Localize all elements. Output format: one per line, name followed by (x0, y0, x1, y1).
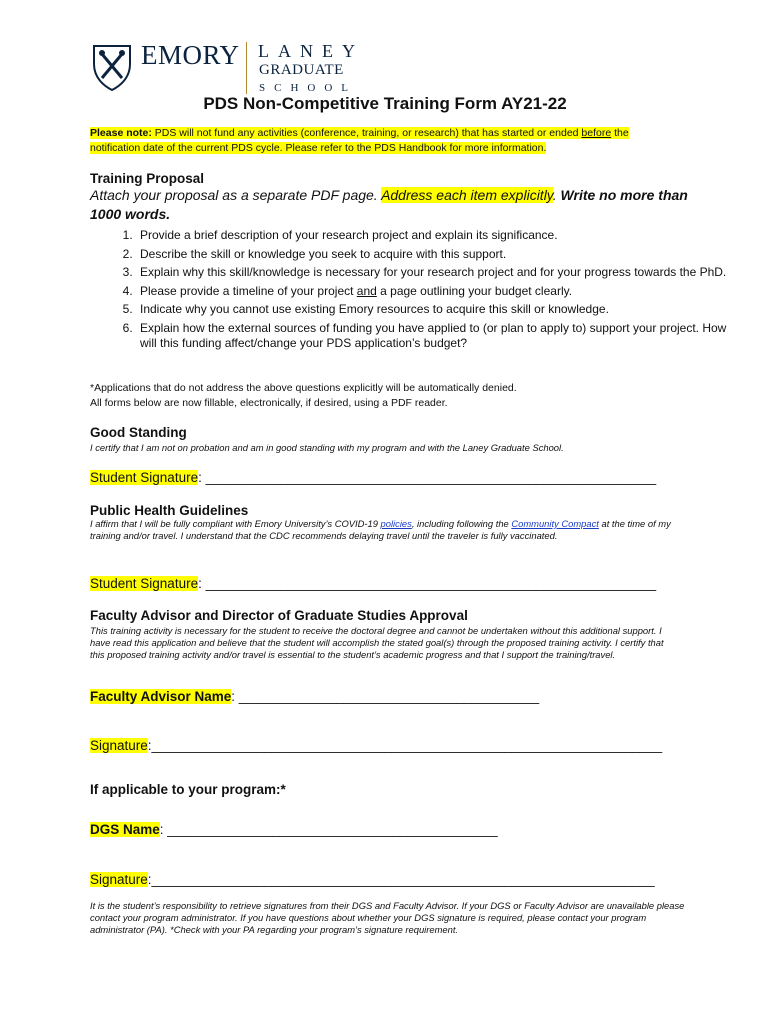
list-item: 3. Explain why this skill/knowledge is necessary for your research project and for your progress towards the PhD. (136, 265, 736, 281)
dgs-name-label: DGS Name (90, 822, 160, 837)
please-note (90, 126, 680, 156)
faculty-advisor-name-label: Faculty Advisor Name (90, 689, 232, 704)
good-standing-heading: Good Standing (90, 425, 187, 440)
list-item (136, 284, 736, 300)
faculty-signature-field[interactable] (90, 738, 690, 753)
dgs-footer-note: It is the student’s responsibility to retrieve signatures from their DGS and Faculty Advisor. If your DGS or Faculty Advisor are unavailable please contact your program administrator. If you have questions about whether your DGS signature is required, please contact your program administrator (PA). *Check with your PA regarding your program’s signature requirement. (90, 900, 685, 935)
name-line: : ____________________________________________ (159, 822, 498, 837)
signature-line: : ____________________________________________________________ (198, 576, 657, 591)
student-signature-label: Student Signature (90, 470, 199, 485)
community-compact-link[interactable]: Community Compact (511, 518, 599, 529)
signature-line: :____________________________________________________________________ (147, 738, 663, 753)
student-signature-field-2[interactable] (90, 576, 690, 591)
note-label: Please note: (90, 127, 152, 139)
attach-text-highlight: Address each item explicitly (381, 187, 553, 203)
note-text-2: the notification date of the current PDS cycle. Please refer to the PDS Handbook for more information. (90, 127, 629, 154)
good-standing-text: I certify that I am not on probation and am in good standing with my program and with the Laney Graduate School. (90, 442, 564, 453)
public-health-text (90, 518, 680, 542)
dgs-name-field[interactable] (90, 822, 690, 837)
logo-laney-text: LANEY (258, 41, 364, 61)
logo-divider (246, 42, 247, 94)
public-health-text-c: at the time of my training and/or travel. I understand that the CDC recommends delaying travel until the traveler is fully vaccinated. (90, 518, 671, 541)
student-signature-field-1[interactable] (90, 470, 690, 485)
faculty-signature-label: Signature (90, 738, 148, 753)
footnote-fillable: All forms below are now fillable, electronically, if desired, using a PDF reader. (90, 397, 448, 409)
list-item: 2. Describe the skill or knowledge you seek to acquire with this support. (136, 247, 736, 263)
faculty-advisor-name-field[interactable] (90, 689, 690, 704)
signature-line: : ____________________________________________________________ (198, 470, 657, 485)
dgs-signature-field[interactable] (90, 872, 690, 887)
training-heading: Training Proposal (90, 171, 205, 186)
name-line: : ________________________________________ (231, 689, 540, 704)
attach-text-a: Attach your proposal as a separate PDF page. (90, 187, 382, 203)
page-title: PDS Non-Competitive Training Form AY21-22 (203, 94, 567, 113)
student-signature-label: Student Signature (90, 576, 199, 591)
footnote-denied: *Applications that do not address the above questions explicitly will be automatically denied. (90, 382, 517, 394)
logo-school-text: SCHOOL (259, 82, 358, 94)
item4-underlined: and (356, 283, 377, 298)
note-underlined: before (581, 127, 612, 139)
attach-text-c: . (552, 187, 561, 203)
faculty-approval-text: This training activity is necessary for the student to receive the doctoral degree and cannot be undertaken without this additional support. I have read this application and believe that the student will accomplish the stated goal(s) through the proposed training activity. I certify that this proposed training activity and/or travel is essential to the student’s academic progress and that I support the training/travel. (90, 625, 664, 660)
logo-graduate-text: GRADUATE (259, 62, 344, 78)
logo-emory-text: EMORY (141, 40, 240, 70)
item4-text-a: Please provide a timeline of your project (140, 283, 357, 298)
policies-link[interactable]: policies (380, 518, 412, 529)
public-health-heading: Public Health Guidelines (90, 503, 249, 518)
emory-crest-icon (90, 42, 134, 92)
public-health-text-b: , including following the (411, 518, 512, 529)
proposal-items-list (90, 228, 736, 355)
list-item: 6. Explain how the external sources of funding you have applied to (or plan to apply to) support your project. How will this funding affect/change your PDS application’s budget? (136, 321, 736, 352)
item4-text-b: a page outlining your budget clearly. (376, 283, 573, 298)
attach-instructions (90, 186, 690, 224)
list-item: 1. Provide a brief description of your research project and explain its significance. (136, 228, 736, 244)
public-health-text-a: I affirm that I will be fully compliant with Emory University’s COVID-19 (90, 518, 381, 529)
faculty-approval-heading: Faculty Advisor and Director of Graduate Studies Approval (90, 608, 468, 623)
if-applicable-heading: If applicable to your program:* (90, 782, 286, 797)
signature-line: :___________________________________________________________________ (147, 872, 655, 887)
list-item: 5. Indicate why you cannot use existing Emory resources to acquire this skill or knowledge. (136, 302, 736, 318)
note-text-1: PDS will not fund any activities (conference, training, or research) that has started or ended (151, 127, 582, 139)
dgs-signature-label: Signature (90, 872, 148, 887)
attach-word-limit: Write no more than 1000 words. (90, 187, 688, 222)
